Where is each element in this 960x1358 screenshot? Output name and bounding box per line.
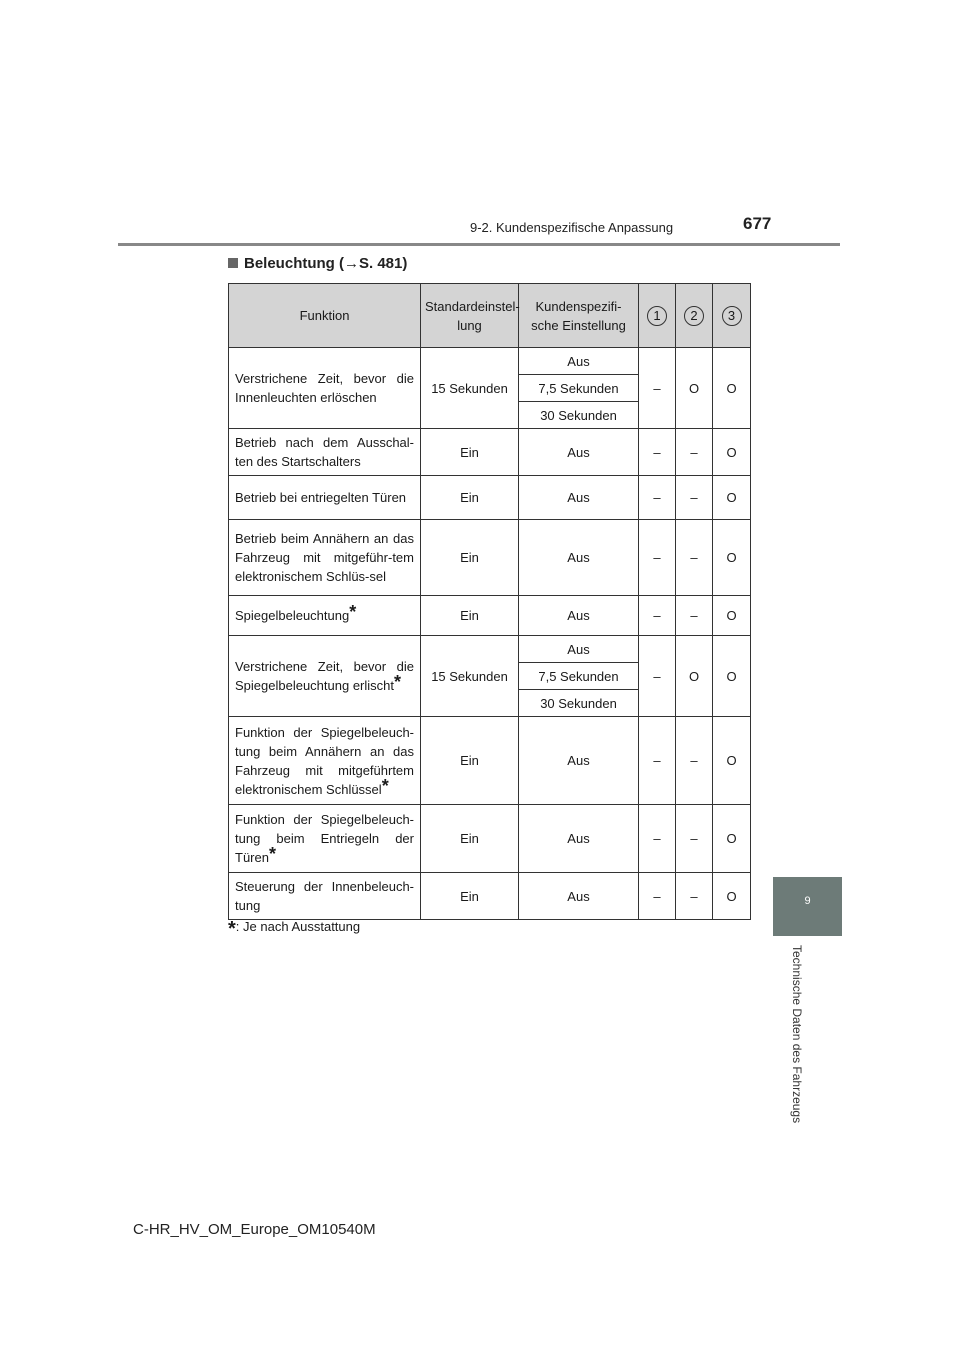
option-cell: Aus <box>519 873 639 920</box>
function-cell <box>229 805 421 873</box>
col2-cell: – <box>676 520 713 596</box>
function-cell: Verstrichene Zeit, bevor die Innenleuchten erlöschen <box>229 348 421 429</box>
function-cell <box>229 596 421 636</box>
option-cell: 30 Sekunden <box>519 690 639 717</box>
col3-cell: O <box>713 476 751 520</box>
circled-3-icon: 3 <box>722 306 742 326</box>
option-cell: Aus <box>519 805 639 873</box>
standard-cell: Ein <box>421 520 519 596</box>
standard-cell: Ein <box>421 476 519 520</box>
standard-cell: 15 Sekunden <box>421 636 519 717</box>
standard-cell: Ein <box>421 805 519 873</box>
col3-cell: O <box>713 805 751 873</box>
header-col-2 <box>676 284 713 348</box>
footnote-text: : Je nach Ausstattung <box>235 919 361 934</box>
footnote <box>228 918 360 941</box>
header-col-3 <box>713 284 751 348</box>
section-heading-title: Beleuchtung ( <box>244 255 344 272</box>
option-cell: Aus <box>519 429 639 476</box>
option-cell: 7,5 Sekunden <box>519 663 639 690</box>
table-row <box>229 873 751 920</box>
col2-cell: – <box>676 873 713 920</box>
page-reference-link[interactable]: S. 481) <box>359 255 408 272</box>
table-row <box>229 805 751 873</box>
circled-2-icon: 2 <box>684 306 704 326</box>
function-cell: Betrieb beim Annähern an das Fahrzeug mit mitgeführ-tem elektronischem Schlüs-sel <box>229 520 421 596</box>
arrow-icon: → <box>344 255 359 272</box>
col1-cell: – <box>639 348 676 429</box>
standard-cell: Ein <box>421 596 519 636</box>
square-bullet-icon <box>228 258 238 268</box>
standard-cell: Ein <box>421 873 519 920</box>
header-section-title: 9-2. Kundenspezifische Anpassung <box>470 220 674 235</box>
footnote-star-icon: * <box>381 775 389 796</box>
standard-cell: Ein <box>421 717 519 805</box>
standard-cell: Ein <box>421 429 519 476</box>
option-cell: Aus <box>519 520 639 596</box>
footnote-star-icon: * <box>268 844 276 864</box>
col1-cell: – <box>639 873 676 920</box>
page-number: 677 <box>743 214 772 233</box>
circled-1-icon: 1 <box>647 306 667 326</box>
chapter-tab <box>773 877 842 936</box>
standard-cell: 15 Sekunden <box>421 348 519 429</box>
col3-cell: O <box>713 636 751 717</box>
col3-cell: O <box>713 348 751 429</box>
function-cell <box>229 636 421 717</box>
col2-cell: – <box>676 476 713 520</box>
col3-cell: O <box>713 596 751 636</box>
function-text: Funktion der Spiegelbeleuch-tung beim Annähern an das Fahrzeug mit mitgeführtem elektronischem Schlüssel <box>235 724 414 797</box>
settings-table <box>228 283 751 920</box>
function-cell: Betrieb bei entriegelten Türen <box>229 476 421 520</box>
footnote-star-icon: * <box>228 918 236 940</box>
function-text: Spiegelbeleuchtung <box>235 608 350 623</box>
col3-cell: O <box>713 429 751 476</box>
header-custom: Kundenspezifi-sche Einstellung <box>519 284 639 348</box>
header-col-1 <box>639 284 676 348</box>
col1-cell: – <box>639 717 676 805</box>
function-text: Funktion der Spiegelbeleuch-tung beim Entriegeln der Türen <box>235 812 414 865</box>
footnote-star-icon: * <box>394 672 402 692</box>
col1-cell: – <box>639 596 676 636</box>
col3-cell: O <box>713 717 751 805</box>
chapter-label: Technische Daten des Fahrzeugs <box>790 945 804 1124</box>
col3-cell: O <box>713 873 751 920</box>
col2-cell: – <box>676 805 713 873</box>
function-cell: Betrieb nach dem Ausschal-ten des Startschalters <box>229 429 421 476</box>
col2-cell: O <box>676 636 713 717</box>
col2-cell: – <box>676 717 713 805</box>
table-row <box>229 596 751 636</box>
col1-cell: – <box>639 429 676 476</box>
option-cell: Aus <box>519 636 639 663</box>
table-row <box>229 476 751 520</box>
chapter-number: 9 <box>804 895 811 907</box>
header-funktion: Funktion <box>229 284 421 348</box>
col2-cell: – <box>676 429 713 476</box>
header-standard: Standardeinstel-lung <box>421 284 519 348</box>
table-row <box>229 429 751 476</box>
col1-cell: – <box>639 476 676 520</box>
function-cell <box>229 717 421 805</box>
col2-cell: – <box>676 596 713 636</box>
table-row <box>229 348 751 375</box>
col1-cell: – <box>639 636 676 717</box>
option-cell: Aus <box>519 596 639 636</box>
option-cell: Aus <box>519 348 639 375</box>
function-text: Verstrichene Zeit, bevor die Spiegelbeleuchtung erlischt <box>235 659 414 693</box>
col2-cell: O <box>676 348 713 429</box>
option-cell: 30 Sekunden <box>519 402 639 429</box>
col1-cell: – <box>639 805 676 873</box>
option-cell: Aus <box>519 717 639 805</box>
table-header-row <box>229 284 751 348</box>
col3-cell: O <box>713 520 751 596</box>
function-cell: Steuerung der Innenbeleuch-tung <box>229 873 421 920</box>
option-cell: Aus <box>519 476 639 520</box>
section-heading <box>228 255 407 272</box>
table-row <box>229 717 751 805</box>
document-code: C-HR_HV_OM_Europe_OM10540M <box>133 1221 376 1238</box>
table-row <box>229 636 751 663</box>
option-cell: 7,5 Sekunden <box>519 375 639 402</box>
table-row <box>229 520 751 596</box>
col1-cell: – <box>639 520 676 596</box>
footnote-star-icon: * <box>349 602 357 622</box>
header-divider <box>118 243 840 246</box>
